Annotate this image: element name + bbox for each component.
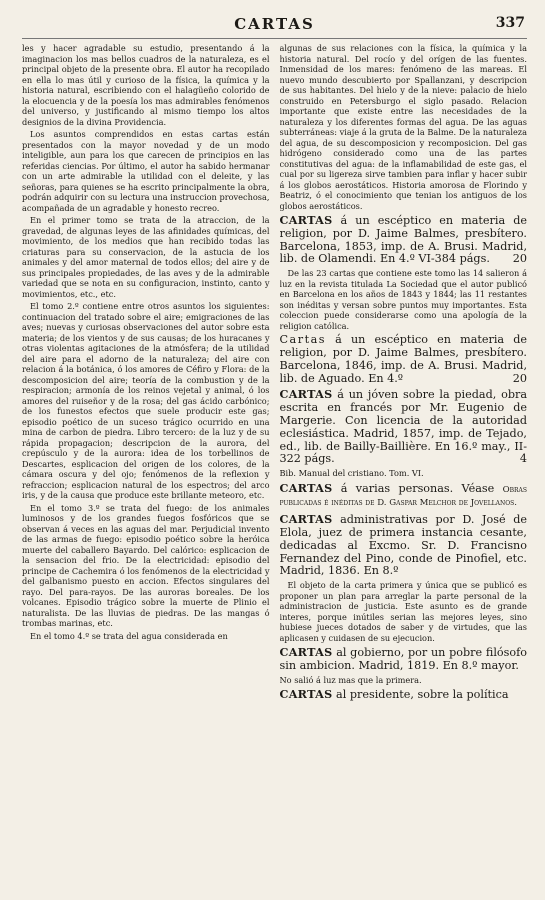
catalog-entry	[280, 388, 528, 466]
entry-price: 20	[512, 252, 527, 266]
entry-heading: CARTAS	[279, 213, 333, 227]
paragraph: En el tomo 3.º se trata del fuego: de los animales luminosos y de los grandes fuegos fosfóricos que se observan á veces en las aguas del mar. Perjudicial invento de las armas de fuego: episodio poético sobre la heróica muerte del caballero Bayardo. Del calórico: esplicacion de la sensacion del frio. De la electricidad: episodio del principe de Cachemira ó los fenómenos de la electricidad y del galbanismo puesto en accion. Efectos singulares del rayo. Del para-rayos. De las auroras boreales. De los volcanes. Episodio trágico sobre la muerte de Plinio el naturalista. De las lluvias de piedras. De las mangas ó trombas marinas, etc.	[22, 502, 270, 628]
paragraph: algunas de sus relaciones con la física, la química y la historia natural. Del rocío y del orígen de las fuentes. Inmensidad de los mares: fenómeno de las mareas. El nuevo mundo descubierto por Spallanzani, y descripcion de sus habitantes. Del hielo y de la nieve: palacio de hielo construido en Petersburgo el siglo pasado. Relacion importante que existe entre las necesidades de la naturaleza y los diferentes formas del agua. De las aguas subterráneas: viaje á la gruta de la Balme. De la naturaleza del agua, de su descomposicion y recomposicion. Del gas hidrógeno considerado como una de las partes constitutivas del agua: de la inflamabilidad de este gas, el cual por su ligereza sirve tambien para inflar y hacer subir á los globos aerostáticos. Historia amorosa de Florindo y Beatriz, ó el conocimiento que tenian los antiguos de los globos aerostáticos.	[279, 43, 527, 211]
entry-heading: CARTAS	[279, 387, 333, 402]
entry-text: administrativas por D. José de Elola, juez de primera instancia cesante, dedicadas al Excmo. Sr. D. Francisno Fernandez del Pino, conde de Pinofiel, etc. Madrid, 1836. En 8.º	[279, 513, 527, 578]
series-note: Bib. Manual del cristiano. Tom. VI.	[279, 468, 424, 479]
entry-heading: CARTAS	[279, 687, 333, 702]
paragraph: En el primer tomo se trata de la atraccion, de la gravedad, de algunas leyes de las afinidades químicas, del movimiento, de los medios que han recibido todas las criaturas para su conservacion, de la astucia de los animales y del amor maternal de todos ellos; del aire y de sus principales propiedades, de las aves y de la admirable variedad que se nota en su configuracion, instinto, canto y movimientos, etc., etc.	[22, 215, 270, 299]
catalog-entry	[280, 646, 528, 673]
entry-text: á varias personas. Véase	[340, 481, 495, 495]
right-column	[280, 43, 528, 898]
paragraph: Los asuntos comprendidos en estas cartas están presentados con la mayor novedad y de un modo inteligible, aun para los que carecen de principios en las referidas ciencias. Por último, el autor ha sabido hermanar con un arte admirable la utilidad con el deleite, y las señoras, para quienes se ha escrito principalmente la obra, podrán adquirir con su lectura una instruccion provechosa, acompañada de un agradable y honesto recreo.	[22, 129, 270, 213]
paragraph: El tomo 2.º contiene entre otros asuntos los siguientes: continuacion del tratado sobre el aire; emigraciones de las aves; nuevas y curiosas observaciones del autor sobre esta materia; de los vientos y de sus causas; de los huracanes y otras violentas agitaciones de la atmósfera; de la utilidad del aire para el adorno de la naturaleza; del aire con relacion á la botánica, ó los amores de Céfiro y Flora: de la descomposicion del aire; teoría de la combustion y de la respiracion; armonía de los reinos vejetal y animal, ó los amores del ruiseñor y de la rosa; del gas ácido carbónico; de los funestos efectos que suele producir este gas; episodio poético de un suceso trágico ocurrido en una mina de carbon de piedra. Libro tercero: de la luz y de su rápida propagacion; descripcion de la aurora, del crepúsculo y de la aurora: idea de los torbellinos de Descartes, esplicacion del origen de los colores, de la cámara oscura y del ojo; fenómenos de la reflexion y refraccion; esplicacion natural de los espectros; del arco iris, y de la causa que produce este brillante meteoro, etc.	[22, 301, 270, 500]
catalog-entry	[280, 688, 528, 702]
entry-price: 4	[519, 452, 527, 466]
entry-text: á un escéptico en materia de religion, por D. Jaime Balmes, presbítero. Barcelona, 1846, imp. de A. Brusi. Madrid, lib. de Aguado. En 4.º	[279, 333, 527, 385]
running-title: CARTAS	[234, 15, 315, 33]
left-column	[22, 43, 270, 898]
entry-text: á un escéptico en materia de religion, por D. Jaime Balmes, presbítero. Barcelona, 1853, imp. de A. Brusi. Madrid, lib. de Olamendi. En 4.º VI-384 págs.	[279, 214, 527, 266]
running-header	[22, 12, 527, 39]
two-column-body	[22, 43, 527, 898]
cross-reference: Obras publicadas é inéditas de D. Gaspar Melchor de Jovellanos.	[279, 484, 527, 509]
entry-heading: CARTAS	[279, 512, 333, 527]
paragraph: El objeto de la carta primera y única que se publicó es proponer un plan para arreglar la parte personal de la administracion de justicia. Este asunto es de grande interes, porque inútiles serian las mejores leyes, sino hubiese jueces dotados de saber y de virtudes, que las aplicasen y cuidasen de su ejecucion.	[279, 580, 527, 643]
catalog-entry	[280, 513, 528, 578]
page-number: 337	[495, 15, 525, 31]
paragraph: De las 23 cartas que contiene este tomo las 14 salieron á luz en la revista titulada La Sociedad que el autor publicó en Barcelona en los años de 1843 y 1844; las 11 restantes son inéditas y versan sobre puntos muy importantes. Esta coleccion puede considerarse como una apología de la religion católica.	[279, 268, 527, 331]
entry-heading: Cartas	[279, 333, 326, 347]
entry-heading: CARTAS	[279, 480, 333, 495]
entry-text: á un jóven sobre la piedad, obra escrita en francés por Mr. Eugenio de Margerie. Con licencia de la autoridad eclesiástica. Madrid, 1857, imp. de Tejado, ed., lib. de Bailly-Baillière. En 16.º may., II-322 págs.	[279, 388, 527, 466]
catalog-entry	[280, 214, 528, 266]
paragraph: les y hacer agradable su estudio, presentando á la imaginacion los mas bellos cuadros de la naturaleza, es el principal objeto de la presente obra. El autor ha recopilado en ella lo mas útil y curioso de la física, la química y la historia natural, escribiendo con el halagüeño colorido de la elocuencia y de la poesía los mas admirables fenómenos del universo, y justificando al mismo tiempo los altos designios de la divina Providencia.	[22, 43, 270, 127]
entry-price: 20	[512, 371, 527, 385]
entry-heading: CARTAS	[279, 645, 333, 660]
entry-note: No salió á luz mas que la primera.	[279, 674, 422, 685]
catalog-entry	[280, 334, 528, 385]
catalog-entry	[280, 482, 528, 511]
entry-text: al gobierno, por un pobre filósofo sin ambicion. Madrid, 1819. En 8.º mayor.	[279, 646, 527, 673]
paragraph: En el tomo 4.º se trata del agua considerada en	[30, 630, 228, 641]
entry-text: al presidente, sobre la política	[336, 688, 509, 702]
